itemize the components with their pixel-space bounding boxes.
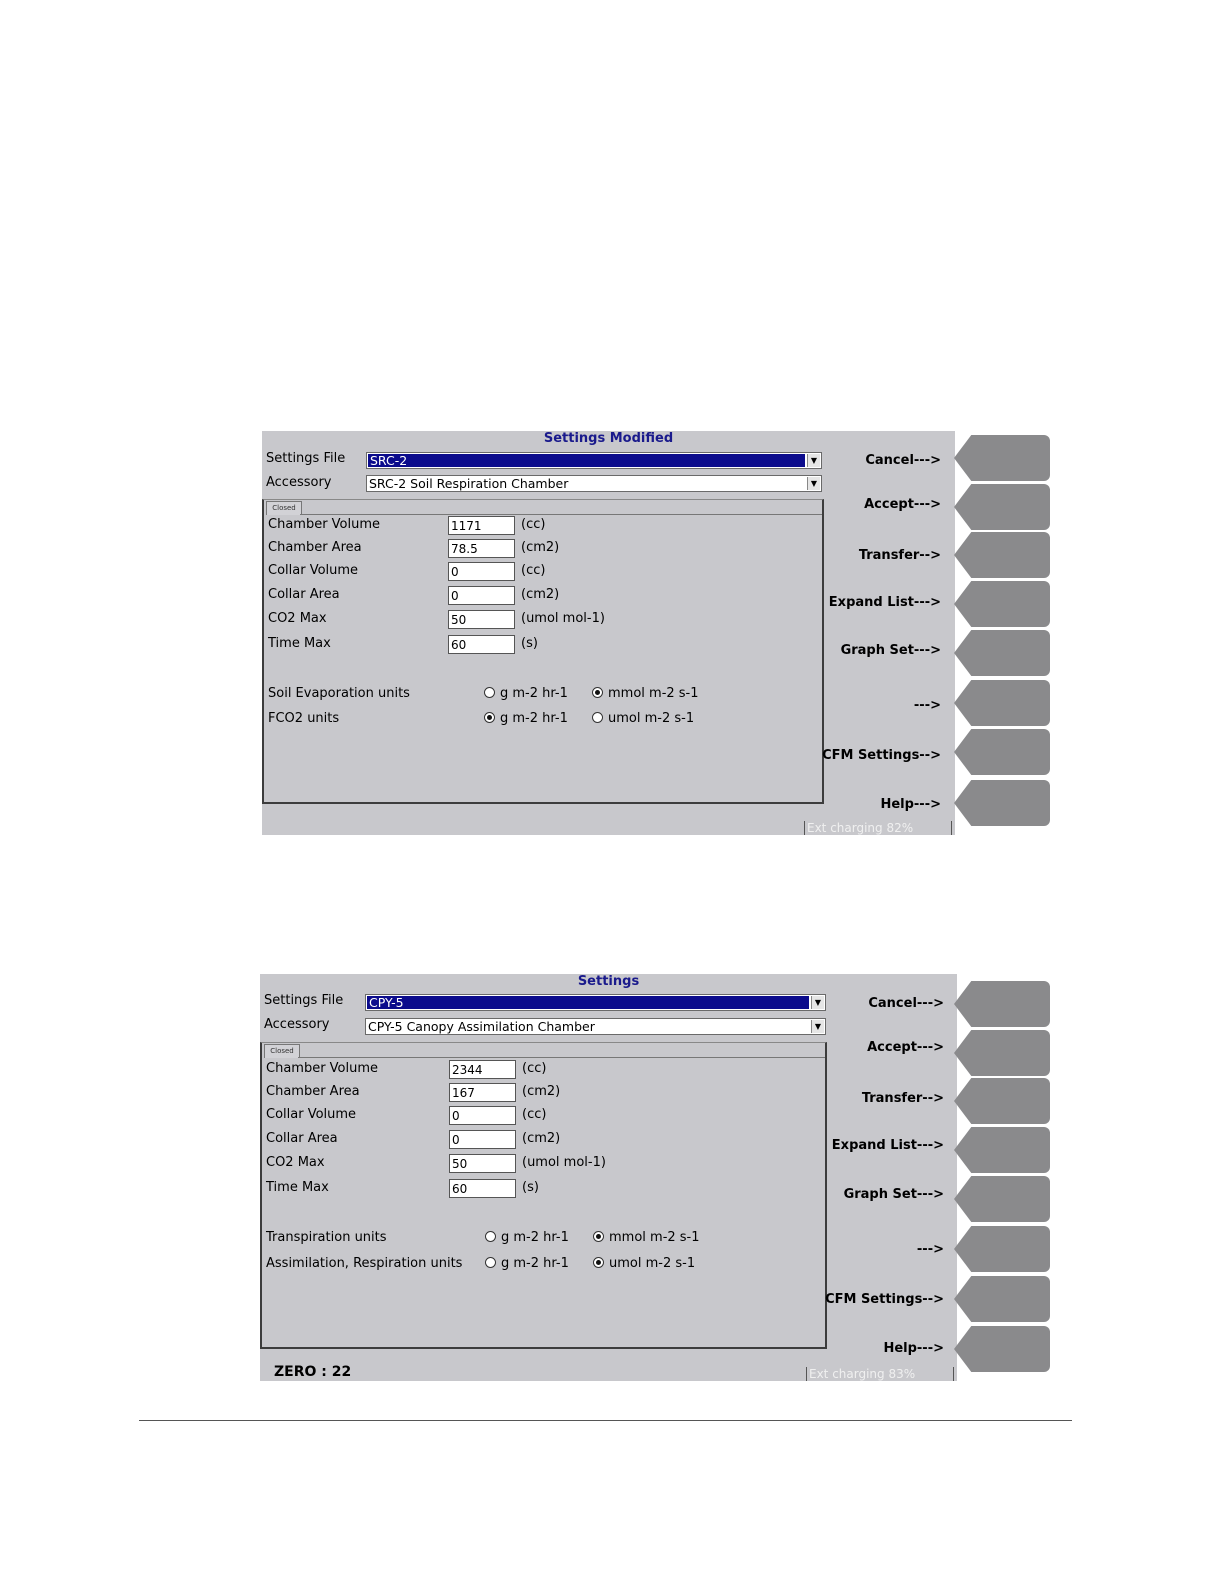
radio-option-label: g m-2 hr-1: [501, 1230, 569, 1245]
radio-group-label: Assimilation, Respiration units: [266, 1256, 463, 1271]
softkey-label: Cancel--->: [865, 453, 941, 468]
settings-file-dropdown[interactable]: [365, 994, 826, 1011]
chamber-area-input[interactable]: 167: [449, 1083, 516, 1102]
help-softkey-button[interactable]: [954, 1326, 1050, 1372]
chevron-down-icon[interactable]: ▼: [811, 996, 824, 1009]
field-unit: (cm2): [522, 1084, 561, 1099]
field-row: [266, 1083, 806, 1103]
field-unit: (cm2): [521, 587, 560, 602]
closed-panel: [260, 1042, 827, 1349]
softkey-label: Transfer-->: [858, 548, 941, 563]
graph-set-softkey-button[interactable]: [954, 1176, 1050, 1222]
field-row: [268, 562, 808, 582]
softkey-label: --->: [913, 698, 941, 713]
radio-group-row: [268, 685, 818, 703]
cfm-settings-softkey-button[interactable]: [954, 1276, 1050, 1322]
softkey-label: Cancel--->: [868, 996, 944, 1011]
chamber-area-input[interactable]: 78.5: [448, 539, 515, 558]
softkey-label: Transfer-->: [861, 1091, 944, 1106]
field-label: Collar Area: [266, 1131, 338, 1146]
field-row: [266, 1060, 806, 1080]
softkey-label: Expand List--->: [831, 1138, 944, 1153]
softkey-column-2: [825, 974, 1053, 1374]
collar-area-input[interactable]: 0: [449, 1130, 516, 1149]
field-row: [268, 516, 808, 536]
accessory-label: Accessory: [264, 1017, 330, 1032]
zero-readout: ZERO : 22: [274, 1364, 352, 1380]
cfm-settings-softkey-button[interactable]: [954, 729, 1050, 775]
screen-title: Settings Modified: [543, 431, 674, 446]
softkey-label: CFM Settings-->: [825, 1292, 944, 1307]
radio-selected-icon[interactable]: [484, 712, 495, 723]
chevron-down-icon[interactable]: ▼: [811, 1020, 824, 1033]
radio-group-label: Transpiration units: [266, 1230, 387, 1245]
softkey-label: Expand List--->: [828, 595, 941, 610]
radio-option[interactable]: [593, 1255, 695, 1273]
collar-area-input[interactable]: 0: [448, 586, 515, 605]
divider: [300, 514, 822, 515]
co2-max-input[interactable]: 50: [449, 1154, 516, 1173]
status-text: Ext charging 83%: [806, 1367, 954, 1381]
transfer-softkey-button[interactable]: [954, 1078, 1050, 1124]
field-label: Collar Volume: [266, 1107, 357, 1122]
field-row: [266, 1179, 806, 1199]
radio-option-label: g m-2 hr-1: [501, 1256, 569, 1271]
softkey-label: Accept--->: [867, 1040, 944, 1055]
softkey-label: Graph Set--->: [843, 1187, 944, 1202]
field-row: [266, 1154, 806, 1174]
radio-group-row: [266, 1255, 816, 1273]
field-row: [268, 539, 808, 559]
softkey-column-1: [822, 431, 1050, 831]
field-unit: (umol mol-1): [522, 1155, 606, 1170]
divider: [298, 1057, 825, 1058]
radio-option[interactable]: [484, 685, 568, 703]
field-label: Collar Area: [268, 587, 340, 602]
accept-softkey-button[interactable]: [954, 484, 1050, 530]
softkey-label: Help--->: [883, 1341, 944, 1356]
accessory-value: SRC-2 Soil Respiration Chamber: [369, 476, 569, 491]
field-row: [268, 586, 808, 606]
field-row: [266, 1106, 806, 1126]
radio-option[interactable]: [485, 1229, 569, 1247]
radio-icon[interactable]: [484, 687, 495, 698]
tab-closed[interactable]: Closed: [264, 1044, 300, 1058]
tab-closed[interactable]: Closed: [266, 501, 302, 515]
transfer-softkey-button[interactable]: [954, 532, 1050, 578]
settings-file-value: SRC-2: [368, 454, 805, 467]
radio-option-label: mmol m-2 s-1: [608, 686, 699, 701]
radio-group-label: Soil Evaporation units: [268, 686, 410, 701]
chevron-down-icon[interactable]: ▼: [807, 454, 820, 467]
field-row: [268, 635, 808, 655]
settings-file-value: CPY-5: [367, 996, 809, 1009]
settings-file-dropdown[interactable]: [366, 452, 822, 469]
radio-option[interactable]: [485, 1255, 569, 1273]
radio-group-row: [266, 1229, 816, 1247]
time-max-input[interactable]: 60: [448, 635, 515, 654]
field-label: Chamber Area: [268, 540, 362, 555]
field-unit: (s): [521, 636, 538, 651]
field-row: [268, 610, 808, 630]
softkey-label: Accept--->: [864, 497, 941, 512]
field-label: Time Max: [266, 1180, 329, 1195]
cancel-softkey-button[interactable]: [954, 435, 1050, 481]
expand-list-softkey-button[interactable]: [954, 1127, 1050, 1173]
softkey-label: --->: [916, 1242, 944, 1257]
radio-selected-icon[interactable]: [592, 687, 603, 698]
radio-option-label: g m-2 hr-1: [500, 711, 568, 726]
radio-icon[interactable]: [485, 1231, 496, 1242]
field-unit: (cm2): [521, 540, 560, 555]
radio-option-label: umol m-2 s-1: [608, 711, 695, 726]
expand-list-softkey-button[interactable]: [954, 581, 1050, 627]
radio-option[interactable]: [592, 710, 694, 728]
radio-option[interactable]: [484, 710, 568, 728]
time-max-input[interactable]: 60: [449, 1179, 516, 1198]
field-label: CO2 Max: [268, 611, 327, 626]
radio-option[interactable]: [593, 1229, 700, 1247]
co2-max-input[interactable]: 50: [448, 610, 515, 629]
radio-selected-icon[interactable]: [593, 1231, 604, 1242]
field-unit: (cc): [522, 1107, 547, 1122]
blank-softkey-button[interactable]: [954, 1226, 1050, 1272]
radio-icon[interactable]: [592, 712, 603, 723]
softkey-label: CFM Settings-->: [822, 748, 941, 763]
help-softkey-button[interactable]: [954, 780, 1050, 826]
field-label: Time Max: [268, 636, 331, 651]
field-label: Chamber Volume: [266, 1061, 379, 1076]
graph-set-softkey-button[interactable]: [954, 630, 1050, 676]
softkey-label: Help--->: [880, 797, 941, 812]
radio-group-row: [268, 710, 818, 728]
settings-file-label: Settings File: [266, 451, 346, 466]
cancel-softkey-button[interactable]: [954, 981, 1050, 1027]
chamber-volume-input[interactable]: 2344: [449, 1060, 516, 1079]
blank-softkey-button[interactable]: [954, 680, 1050, 726]
field-unit: (cc): [522, 1061, 547, 1076]
field-label: Chamber Volume: [268, 517, 381, 532]
field-unit: (s): [522, 1180, 539, 1195]
accessory-dropdown[interactable]: [366, 475, 822, 492]
field-unit: (cm2): [522, 1131, 561, 1146]
collar-volume-input[interactable]: 0: [448, 562, 515, 581]
accessory-value: CPY-5 Canopy Assimilation Chamber: [368, 1019, 595, 1034]
accessory-dropdown[interactable]: [365, 1018, 826, 1035]
field-unit: (umol mol-1): [521, 611, 605, 626]
radio-icon[interactable]: [485, 1257, 496, 1268]
radio-option[interactable]: [592, 685, 699, 703]
chamber-volume-input[interactable]: 1171: [448, 516, 515, 535]
accessory-label: Accessory: [266, 475, 332, 490]
radio-group-label: FCO2 units: [268, 711, 340, 726]
radio-option-label: umol m-2 s-1: [609, 1256, 696, 1271]
radio-selected-icon[interactable]: [593, 1257, 604, 1268]
collar-volume-input[interactable]: 0: [449, 1106, 516, 1125]
chevron-down-icon[interactable]: ▼: [807, 477, 820, 490]
field-label: Collar Volume: [268, 563, 359, 578]
field-label: Chamber Area: [266, 1084, 360, 1099]
radio-option-label: mmol m-2 s-1: [609, 1230, 700, 1245]
radio-option-label: g m-2 hr-1: [500, 686, 568, 701]
page-footer-divider: [139, 1420, 1072, 1421]
closed-panel: [262, 499, 824, 804]
screen-title: Settings: [577, 974, 640, 989]
status-text: Ext charging 82%: [804, 821, 952, 835]
field-row: [266, 1130, 806, 1150]
softkey-label: Graph Set--->: [840, 643, 941, 658]
field-unit: (cc): [521, 517, 546, 532]
field-label: CO2 Max: [266, 1155, 325, 1170]
field-unit: (cc): [521, 563, 546, 578]
settings-file-label: Settings File: [264, 993, 344, 1008]
accept-softkey-button[interactable]: [954, 1030, 1050, 1076]
